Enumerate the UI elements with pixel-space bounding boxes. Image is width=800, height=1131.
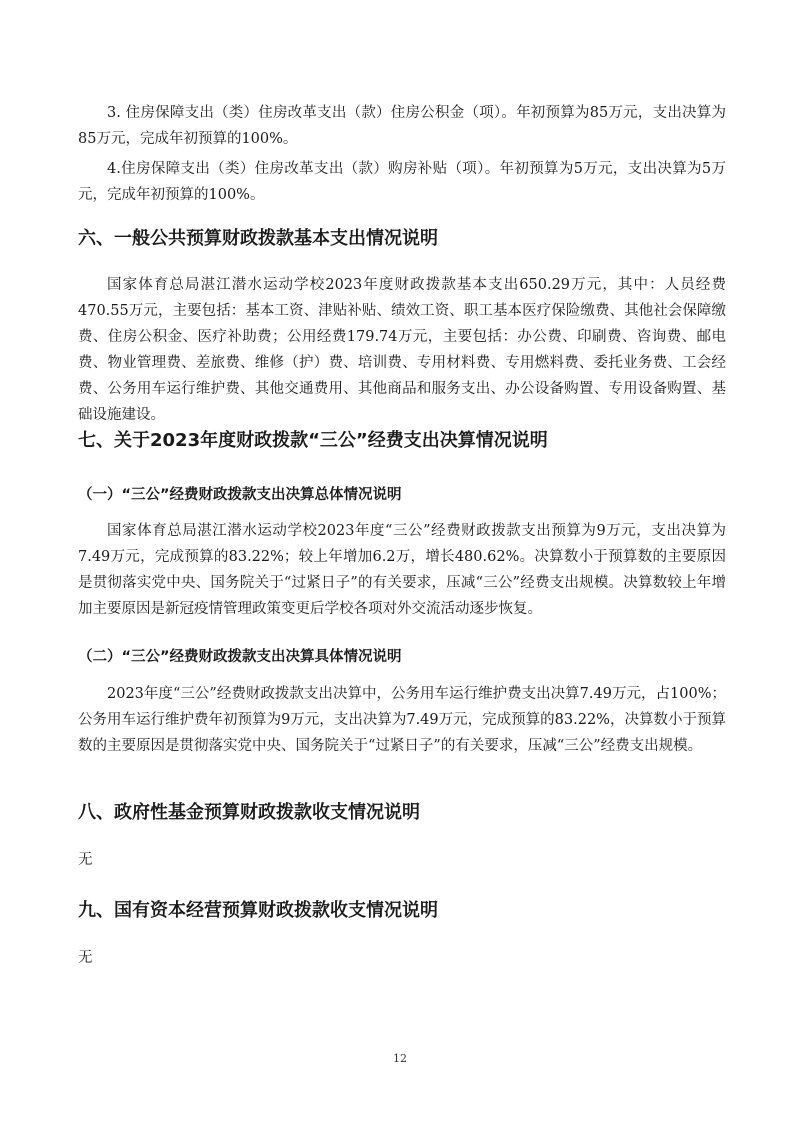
paragraph-text: 4.住房保障支出（类）住房改革支出（款）购房补贴（项）。年初预算为5万元，支出决算为5万元，完成年初预算的100%。 [78, 161, 726, 203]
section-7-sub-2-heading: （二）“三公”经费财政拨款支出决算具体情况说明 [78, 649, 402, 665]
section-8-body: 无 [78, 852, 93, 868]
section-8-heading: 八、政府性基金预算财政拨款收支情况说明 [78, 802, 420, 823]
paragraph-housing-subsidy [78, 156, 726, 208]
section-7-sub-2-heading-block [78, 645, 726, 669]
section-7-sub-2-body: 2023年度“三公”经费财政拨款支出决算中，公务用车运行维护费支出决算7.49万元，占100%；公务用车运行维护费年初预算为9万元，支出决算为7.49万元，完成预算的83.22%，决算数小于预算数的主要原因是贯彻落实党中央、国务院关于“过紧日子”的有关要求，压减“三公”经费支出规模。 [78, 686, 726, 754]
section-6-body-block [78, 272, 726, 428]
page-number: 12 [393, 1052, 407, 1065]
section-8-heading-block [78, 800, 726, 826]
section-7-sub-1-body-block [78, 518, 726, 622]
section-9-heading: 九、国有资本经营预算财政拨款收支情况说明 [78, 900, 438, 921]
section-7-sub-1-heading-block [78, 483, 726, 507]
section-7-sub-1-body: 国家体育总局湛江潜水运动学校2023年度“三公”经费财政拨款支出预算为9万元，支出决算为7.49万元，完成预算的83.22%；较上年增加6.2万，增长480.62%。决算数小于预算数的主要原因是贯彻落实党中央、国务院关于“过紧日子”的有关要求，压减“三公”经费支出规模。决算数较上年增加主要原因是新冠疫情管理政策变更后学校各项对外交流活动逐步恢复。 [78, 523, 726, 617]
section-9-heading-block [78, 898, 726, 924]
paragraph-text: 3. 住房保障支出（类）住房改革支出（款）住房公积金（项）。年初预算为85万元，支出决算为85万元，完成年初预算的100%。 [78, 105, 726, 147]
section-9-body: 无 [78, 950, 93, 966]
section-6-heading-block [78, 226, 726, 252]
section-7-heading-block [78, 428, 726, 454]
section-7-sub-2-body-block [78, 681, 726, 759]
section-6-body: 国家体育总局湛江潜水运动学校2023年度财政拨款基本支出650.29万元，其中：人员经费470.55万元，主要包括：基本工资、津贴补贴、绩效工资、职工基本医疗保险缴费、其他社会保障缴费、住房公积金、医疗补助费；公用经费179.74万元，主要包括：办公费、印刷费、咨询费、邮电费、物业管理费、差旅费、维修（护）费、培训费、专用材料费、专用燃料费、委托业务费、工会经费、公务用车运行维护费、其他交通费用、其他商品和服务支出、办公设备购置、专用设备购置、基础设施建设。 [78, 277, 726, 423]
section-6-heading: 六、一般公共预算财政拨款基本支出情况说明 [78, 228, 438, 249]
section-7-sub-1-heading: （一）“三公”经费财政拨款支出决算总体情况说明 [78, 487, 402, 503]
section-8-body-block [78, 848, 726, 872]
paragraph-housing-fund [78, 100, 726, 152]
section-7-heading: 七、关于2023年度财政拨款“三公”经费支出决算情况说明 [78, 430, 548, 451]
section-9-body-block [78, 946, 726, 970]
